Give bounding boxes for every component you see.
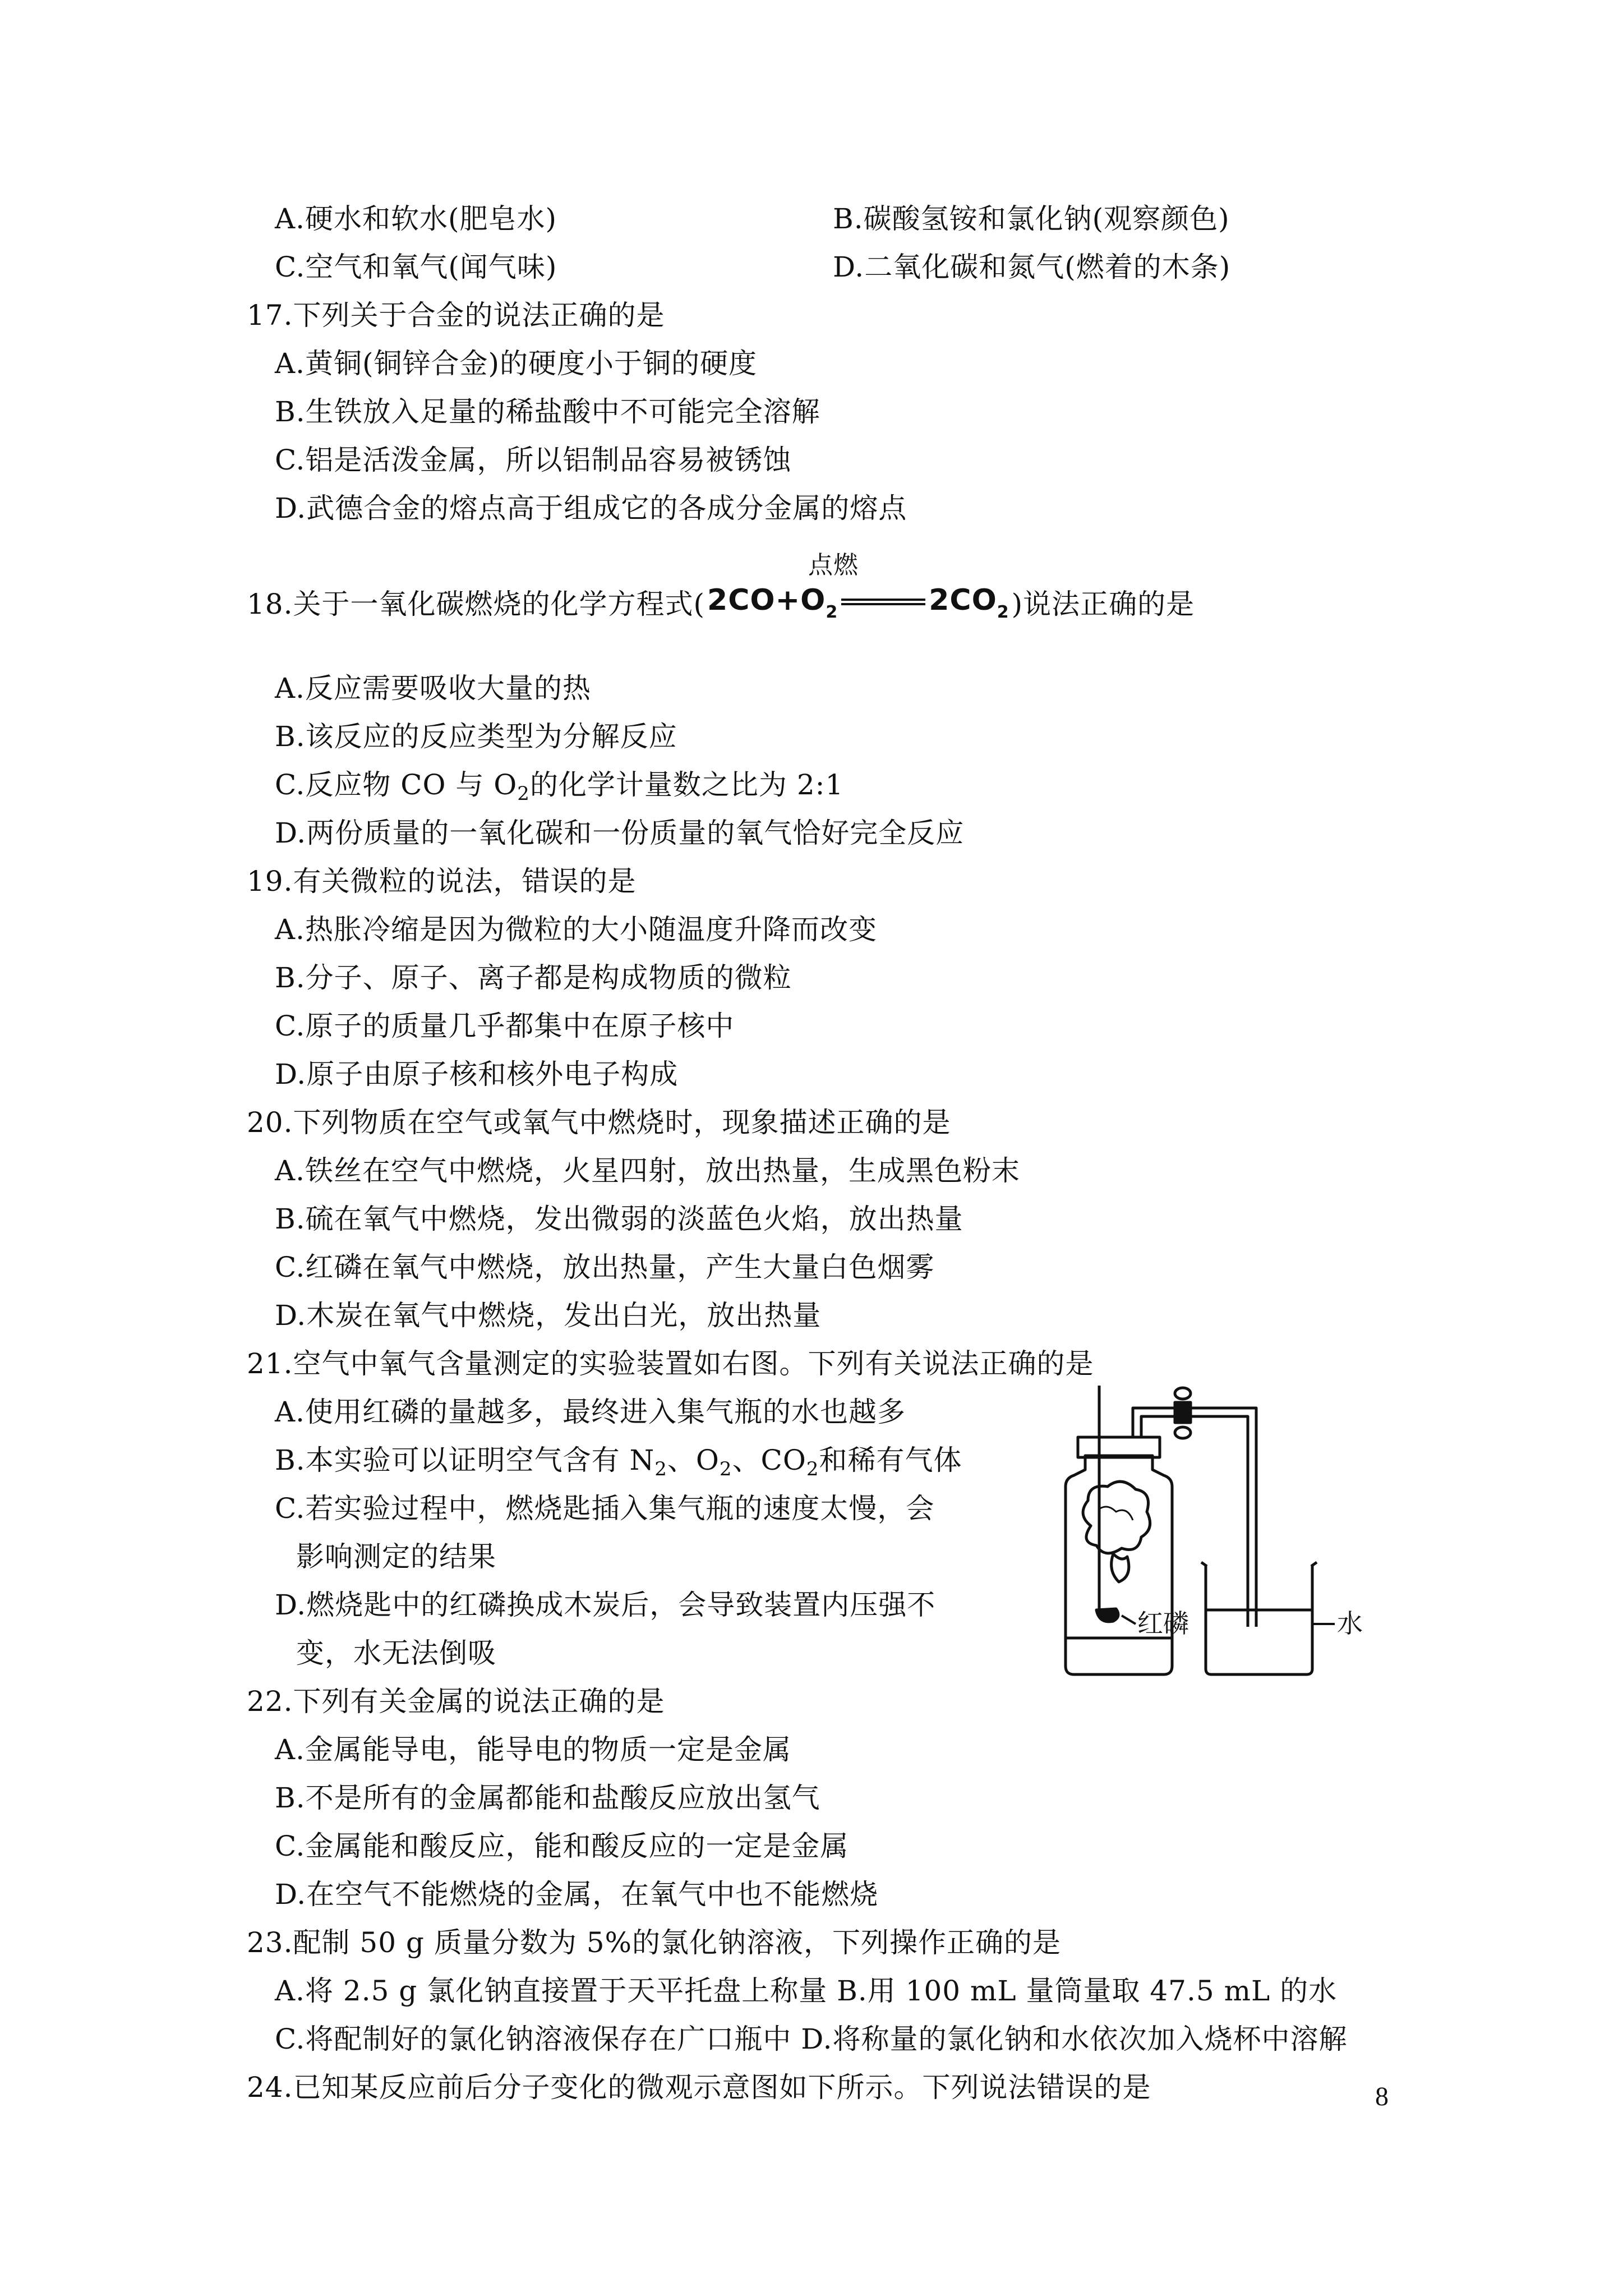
connecting-tube-inner (1141, 1416, 1248, 1627)
page-number: 8 (1375, 2082, 1389, 2111)
label-red-phosphorus: 红磷 (1137, 1608, 1189, 1639)
q18-prefix: 18.关于一氧化碳燃烧的化学方程式( (247, 588, 706, 620)
q23-options-ab: A.将 2.5 g 氯化钠直接置于天平托盘上称量 B.用 100 mL 量筒量取 47.5 mL 的水 (275, 1975, 1338, 2007)
q21b-text-3: 、CO (732, 1444, 806, 1476)
option-1d: D.二氧化碳和氮气(燃着的木条) (833, 251, 1231, 283)
equation-reactants: 2CO+O (707, 583, 826, 617)
gas-collecting-bottle (1066, 1456, 1172, 1674)
option-1b: B.碳酸氢铵和氯化钠(观察颜色) (833, 203, 1230, 235)
q21b-text-end: 和稀有气体 (819, 1444, 962, 1476)
question-22: 22.下列有关金属的说法正确的是 (247, 1685, 665, 1718)
q18-option-d: D.两份质量的一氧化碳和一份质量的氧气恰好完全反应 (275, 817, 965, 849)
q20-option-d: D.木炭在氧气中燃烧，发出白光，放出热量 (275, 1299, 822, 1332)
white-smoke (1083, 1481, 1150, 1553)
label-water: 水 (1337, 1608, 1363, 1639)
question-19: 19.有关微粒的说法，错误的是 (247, 865, 637, 898)
q23-options-cd: C.将配制好的氯化钠溶液保存在广口瓶中 D.将称量的氯化钠和水依次加入烧杯中溶解 (275, 2023, 1348, 2055)
q21b-sub-1: 2 (654, 1458, 667, 1480)
question-23: 23.配制 50 g 质量分数为 5%的氯化钠溶液，下列操作正确的是 (247, 1926, 1062, 1959)
clamp-handle-top (1175, 1388, 1191, 1399)
q21-option-c-line2: 影响测定的结果 (296, 1540, 496, 1573)
q19-option-c: C.原子的质量几乎都集中在原子核中 (275, 1010, 735, 1042)
connecting-tube (1133, 1408, 1256, 1627)
combustion-equation (707, 551, 1009, 629)
equation-reactants-subscript: 2 (826, 602, 838, 622)
option-1c: C.空气和氧气(闻气味) (275, 251, 557, 283)
q18c-text: C.反应物 CO 与 O (275, 769, 518, 801)
equation-condition: 点燃 (808, 551, 859, 579)
q19-option-b: B.分子、原子、离子都是构成物质的微粒 (275, 961, 792, 994)
q21b-text-2: 、O (667, 1444, 720, 1476)
combustion-spoon (1096, 1609, 1118, 1622)
equation-product-subscript: 2 (997, 602, 1009, 622)
q21-option-d-line1: D.燃烧匙中的红磷换成木炭后，会导致装置内压强不 (275, 1589, 936, 1621)
q21-option-b (275, 1443, 962, 1480)
phosphorus-pointer (1122, 1616, 1136, 1624)
question-21: 21.空气中氧气含量测定的实验装置如右图。下列有关说法正确的是 (247, 1347, 1094, 1380)
q21b-sub-3: 2 (806, 1458, 819, 1480)
equation-product: 2CO (929, 583, 997, 617)
question-20: 20.下列物质在空气或氧气中燃烧时，现象描述正确的是 (247, 1106, 951, 1139)
q20-option-c: C.红磷在氧气中燃烧，放出热量，产生大量白色烟雾 (275, 1251, 935, 1283)
q17-option-a: A.黄铜(铜锌合金)的硬度小于铜的硬度 (275, 347, 758, 380)
option-1a: A.硬水和软水(肥皂水) (275, 203, 557, 235)
question-17: 17.下列关于合金的说法正确的是 (247, 299, 665, 332)
q21b-sub-2: 2 (719, 1458, 732, 1480)
question-24: 24.已知某反应前后分子变化的微观示意图如下所示。下列说法错误的是 (247, 2071, 1151, 2104)
q21-option-d-line2: 变，水无法倒吸 (296, 1637, 496, 1669)
q21b-text: B.本实验可以证明空气含有 N (275, 1444, 655, 1476)
oxygen-measurement-apparatus (1043, 1386, 1402, 1677)
question-18 (247, 551, 1195, 629)
q17-option-d: D.武德合金的熔点高于组成它的各成分金属的熔点 (275, 492, 907, 524)
beaker (1206, 1565, 1312, 1674)
q18-option-c (275, 768, 844, 805)
q19-option-a: A.热胀冷缩是因为微粒的大小随温度升降而改变 (275, 913, 878, 946)
q17-option-b: B.生铁放入足量的稀盐酸中不可能完全溶解 (275, 395, 820, 428)
q22-option-c: C.金属能和酸反应，能和酸反应的一定是金属 (275, 1830, 849, 1862)
q22-option-a: A.金属能导电，能导电的物质一定是金属 (275, 1733, 792, 1766)
flame (1112, 1554, 1129, 1582)
q18c-subscript: 2 (517, 783, 530, 805)
q18-option-a: A.反应需要吸收大量的热 (275, 672, 592, 705)
q20-option-b: B.硫在氧气中燃烧，发出微弱的淡蓝色火焰，放出热量 (275, 1203, 963, 1235)
q21-option-c-line1: C.若实验过程中，燃烧匙插入集气瓶的速度太慢，会 (275, 1492, 935, 1525)
q19-option-d: D.原子由原子核和核外电子构成 (275, 1058, 679, 1091)
q21-option-a: A.使用红磷的量越多，最终进入集气瓶的水也越多 (275, 1396, 906, 1428)
clamp-handle-bottom (1175, 1427, 1191, 1438)
q22-option-b: B.不是所有的金属都能和盐酸反应放出氢气 (275, 1782, 820, 1814)
q20-option-a: A.铁丝在空气中燃烧，火星四射，放出热量，生成黑色粉末 (275, 1154, 1021, 1187)
equation-arrow (841, 599, 925, 605)
q18-suffix: )说法正确的是 (1011, 588, 1195, 620)
q17-option-c: C.铝是活泼金属，所以铝制品容易被锈蚀 (275, 444, 792, 476)
q18-option-b: B.该反应的反应类型为分解反应 (275, 720, 677, 753)
spring-clamp (1175, 1402, 1191, 1423)
q18c-text-end: 的化学计量数之比为 2:1 (529, 769, 844, 801)
q22-option-d: D.在空气不能燃烧的金属，在氧气中也不能燃烧 (275, 1878, 879, 1911)
